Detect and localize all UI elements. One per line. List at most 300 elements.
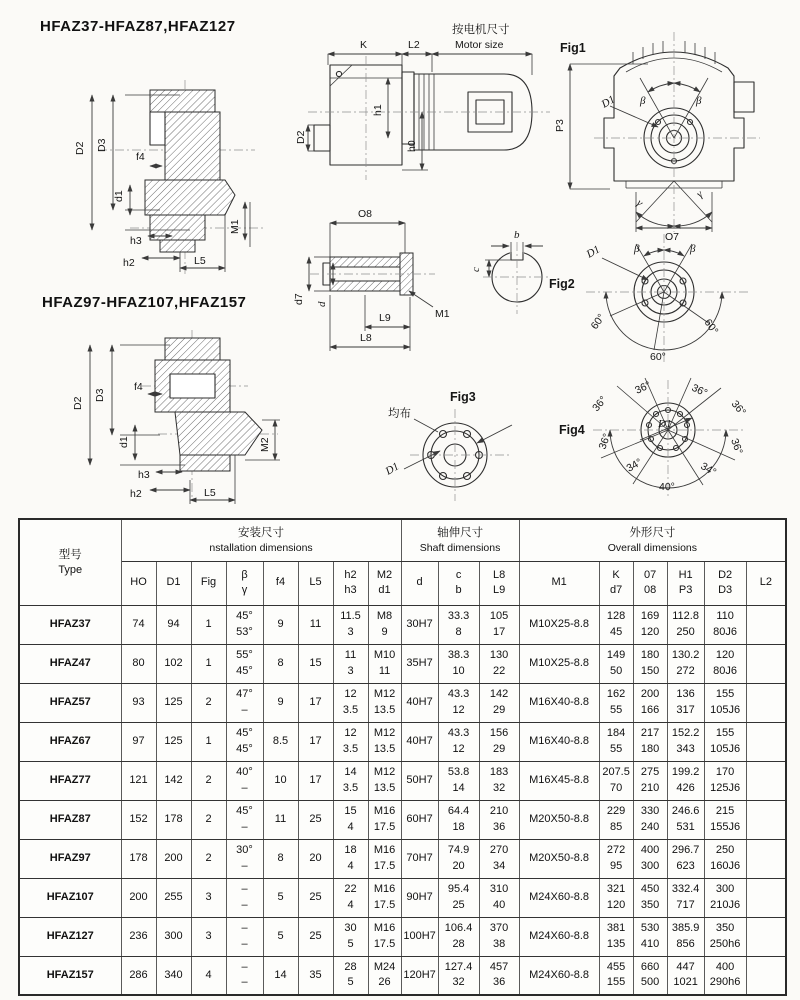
column-header: 07 08 xyxy=(633,561,667,605)
table-cell: 130 22 xyxy=(479,644,519,683)
table-cell: 20 xyxy=(298,839,333,878)
dim-label-d1-small: d1 xyxy=(113,190,125,202)
dim-label-d7: d7 xyxy=(293,293,305,305)
table-cell: 17 xyxy=(298,683,333,722)
angle-label-60-left: 60° xyxy=(588,311,608,332)
table-cell: 127.4 32 xyxy=(438,956,479,995)
fig2-bolt-pattern xyxy=(572,230,800,390)
table-cell: 17 xyxy=(298,722,333,761)
table-cell: 47° – xyxy=(226,683,263,722)
table-cell: 70H7 xyxy=(401,839,438,878)
table-cell: M12 13.5 xyxy=(368,683,401,722)
drawing-geometry xyxy=(483,242,551,314)
table-cell: 11 xyxy=(298,605,333,644)
table-row xyxy=(19,800,786,839)
column-header: D1 xyxy=(156,561,191,605)
series-title-2: HFAZ97-HFAZ107,HFAZ157 xyxy=(42,294,247,311)
dim-label-l5: L5 xyxy=(204,487,216,499)
table-cell: 53.8 14 xyxy=(438,761,479,800)
fig4-bolt-pattern xyxy=(545,378,800,513)
table-cell: 321 120 xyxy=(599,878,633,917)
table-cell: 120 80J6 xyxy=(704,644,746,683)
table-cell: 272 95 xyxy=(599,839,633,878)
table-cell: 162 55 xyxy=(599,683,633,722)
table-cell: M16X45-8.8 xyxy=(519,761,599,800)
column-header: M2 d1 xyxy=(368,561,401,605)
table-cell: 332.4 717 xyxy=(667,878,704,917)
group-overall-en: Overall dimensions xyxy=(607,541,698,554)
table-cell: 450 350 xyxy=(633,878,667,917)
table-cell: 169 120 xyxy=(633,605,667,644)
table-cell: 350 250h6 xyxy=(704,917,746,956)
column-header: L5 xyxy=(298,561,333,605)
fig4-label: Fig4 xyxy=(559,423,585,437)
model-name: HFAZ107 xyxy=(19,878,121,917)
table-cell: 43.3 12 xyxy=(438,683,479,722)
table-cell: 30H7 xyxy=(401,605,438,644)
table-cell: 102 xyxy=(156,644,191,683)
table-cell: 125 xyxy=(156,683,191,722)
shaft-cross-section xyxy=(455,222,575,322)
table-cell: M16 17.5 xyxy=(368,917,401,956)
dim-label-d2: D2 xyxy=(295,130,307,144)
dim-label-d1-small: d1 xyxy=(118,436,130,448)
angle-label-36-top-right: 36° xyxy=(689,381,710,400)
dim-label-d1: D1 xyxy=(599,93,618,111)
table-cell: 3 xyxy=(191,917,226,956)
table-cell: 38.3 10 xyxy=(438,644,479,683)
angle-label-34-right: 34° xyxy=(698,460,719,479)
table-cell: 40H7 xyxy=(401,722,438,761)
model-name: HFAZ67 xyxy=(19,722,121,761)
table-cell: 110 80J6 xyxy=(704,605,746,644)
table-cell: 152 xyxy=(121,800,156,839)
drawing-geometry xyxy=(90,330,280,504)
table-cell: 95.4 25 xyxy=(438,878,479,917)
motor-side-view xyxy=(295,20,555,195)
table-cell: 200 166 xyxy=(633,683,667,722)
dim-label-h2: h2 xyxy=(130,488,142,500)
table-cell: 155 105J6 xyxy=(704,722,746,761)
motor-size-note-en: Motor size xyxy=(455,39,504,51)
table-cell: 2 xyxy=(191,839,226,878)
dim-label-l8: L8 xyxy=(360,332,372,344)
dim-label-d1: D1 xyxy=(584,243,603,261)
table-cell xyxy=(746,839,786,878)
table-cell: 1 xyxy=(191,605,226,644)
table-cell xyxy=(746,644,786,683)
table-cell: 5 xyxy=(263,878,298,917)
table-cell: 2 xyxy=(191,683,226,722)
table-cell: 60H7 xyxy=(401,800,438,839)
table-cell: 40° – xyxy=(226,761,263,800)
dim-label-h3: h3 xyxy=(138,469,150,481)
table-body xyxy=(19,605,786,995)
group-shaft-en: Shaft dimensions xyxy=(419,541,501,554)
angle-label-40-bottom: 40° xyxy=(659,481,675,493)
fig1-front-view xyxy=(548,26,800,241)
model-name: HFAZ77 xyxy=(19,761,121,800)
table-cell: 45° 53° xyxy=(226,605,263,644)
table-cell: 330 240 xyxy=(633,800,667,839)
fig1-label: Fig1 xyxy=(560,41,586,55)
dim-label-b: b xyxy=(514,229,520,241)
table-cell: 12 3.5 xyxy=(333,722,368,761)
angle-label-gamma-left: γ xyxy=(634,197,646,210)
dim-label-d1: D1 xyxy=(383,460,402,478)
dim-label-o8: O8 xyxy=(358,208,373,220)
table-cell: M24X60-8.8 xyxy=(519,956,599,995)
table-cell: 121 xyxy=(121,761,156,800)
drawing-geometry xyxy=(593,378,745,498)
section-view-1 xyxy=(30,62,300,292)
table-cell xyxy=(746,956,786,995)
section-view-2 xyxy=(30,330,300,515)
angle-label-beta-right: β xyxy=(690,243,696,255)
table-cell: 97 xyxy=(121,722,156,761)
table-cell: 14 3.5 xyxy=(333,761,368,800)
table-group-header-row xyxy=(19,519,786,561)
group-header-installation xyxy=(121,519,401,561)
drawing-geometry xyxy=(309,223,435,351)
table-row xyxy=(19,839,786,878)
angle-label-60-right: 60° xyxy=(701,316,721,337)
table-cell: 10 xyxy=(263,761,298,800)
angle-label-34-left: 34° xyxy=(624,456,645,475)
table-row xyxy=(19,917,786,956)
table-cell: 12 3.5 xyxy=(333,683,368,722)
table-cell: 207.5 70 xyxy=(599,761,633,800)
angle-label-36-outer-right: 36° xyxy=(728,398,749,419)
table-row xyxy=(19,956,786,995)
model-name: HFAZ87 xyxy=(19,800,121,839)
dim-label-d2: D2 xyxy=(72,396,84,410)
table-cell: M10X25-8.8 xyxy=(519,605,599,644)
column-header: D2 D3 xyxy=(704,561,746,605)
table-cell: 381 135 xyxy=(599,917,633,956)
angle-label-36-outer-left: 36° xyxy=(590,394,610,414)
dim-label-c: c xyxy=(470,267,482,272)
table-cell: 30 5 xyxy=(333,917,368,956)
drawing-geometry xyxy=(586,234,750,362)
angle-label-gamma-right: γ xyxy=(694,188,706,201)
table-cell: 90H7 xyxy=(401,878,438,917)
table-cell: 35H7 xyxy=(401,644,438,683)
table-cell xyxy=(746,722,786,761)
drawing-geometry xyxy=(308,54,550,180)
dim-label-m1: M1 xyxy=(435,308,450,320)
group-header-overall xyxy=(519,519,786,561)
table-cell: 25 xyxy=(298,878,333,917)
table-cell: 142 29 xyxy=(479,683,519,722)
table-cell: 286 xyxy=(121,956,156,995)
model-name: HFAZ37 xyxy=(19,605,121,644)
table-cell: 457 36 xyxy=(479,956,519,995)
table-cell: 149 50 xyxy=(599,644,633,683)
fig3-flange-view xyxy=(380,385,550,510)
dim-label-h3: h3 xyxy=(130,235,142,247)
table-row xyxy=(19,722,786,761)
table-cell: 660 500 xyxy=(633,956,667,995)
table-cell: 310 40 xyxy=(479,878,519,917)
table-cell: – – xyxy=(226,917,263,956)
dim-label-o7: O7 xyxy=(665,231,680,243)
table-cell: 33.3 8 xyxy=(438,605,479,644)
table-cell: 455 155 xyxy=(599,956,633,995)
table-cell: 125 xyxy=(156,722,191,761)
column-header: c b xyxy=(438,561,479,605)
motor-size-note-cn: 按电机尺寸 xyxy=(452,24,510,36)
type-header-en: Type xyxy=(58,563,83,576)
table-cell: 170 125J6 xyxy=(704,761,746,800)
angle-label-36-mid-right: 36° xyxy=(728,436,745,456)
type-column-header xyxy=(19,519,121,605)
table-cell: 120H7 xyxy=(401,956,438,995)
table-cell: 400 300 xyxy=(633,839,667,878)
table-cell: 94 xyxy=(156,605,191,644)
dim-label-d1: D1 xyxy=(658,418,672,430)
table-cell: 530 410 xyxy=(633,917,667,956)
type-header-cn: 型号 xyxy=(58,548,82,561)
group-shaft-cn: 轴伸尺寸 xyxy=(437,526,484,539)
table-cell: 447 1021 xyxy=(667,956,704,995)
drawing-geometry xyxy=(570,32,760,232)
fig2-label: Fig2 xyxy=(549,277,575,291)
table-cell: 215 155J6 xyxy=(704,800,746,839)
dim-label-h2: h2 xyxy=(123,257,135,269)
column-header: L8 L9 xyxy=(479,561,519,605)
table-cell: 11.5 3 xyxy=(333,605,368,644)
table-cell: 184 55 xyxy=(599,722,633,761)
column-header: L2 xyxy=(746,561,786,605)
table-cell: 385.9 856 xyxy=(667,917,704,956)
table-cell: 178 xyxy=(121,839,156,878)
angle-label-60-bottom: 60° xyxy=(650,351,666,363)
table-cell: 8 xyxy=(263,644,298,683)
table-cell: 255 xyxy=(156,878,191,917)
table-cell: 15 4 xyxy=(333,800,368,839)
model-name: HFAZ157 xyxy=(19,956,121,995)
table-cell: 246.6 531 xyxy=(667,800,704,839)
table-cell: 340 xyxy=(156,956,191,995)
column-header: H1 P3 xyxy=(667,561,704,605)
group-installation-en: nstallation dimensions xyxy=(209,541,313,554)
table-cell: 106.4 28 xyxy=(438,917,479,956)
table-cell: 8 xyxy=(263,839,298,878)
table-cell: 152.2 343 xyxy=(667,722,704,761)
table-cell: 217 180 xyxy=(633,722,667,761)
drawing-geometry xyxy=(404,409,512,501)
column-header: f4 xyxy=(263,561,298,605)
table-cell: M24X60-8.8 xyxy=(519,878,599,917)
column-header: h2 h3 xyxy=(333,561,368,605)
table-cell: 130.2 272 xyxy=(667,644,704,683)
table-cell: 40H7 xyxy=(401,683,438,722)
series-title-1: HFAZ37-HFAZ87,HFAZ127 xyxy=(40,18,236,35)
table-cell: 8.5 xyxy=(263,722,298,761)
table-cell: 136 317 xyxy=(667,683,704,722)
table-cell: 9 xyxy=(263,683,298,722)
table-cell: 4 xyxy=(191,956,226,995)
angle-label-beta-right: β xyxy=(696,95,702,107)
dim-label-p3: P3 xyxy=(554,119,566,132)
dim-label-m2: M2 xyxy=(259,437,271,452)
table-cell: 275 210 xyxy=(633,761,667,800)
table-cell: 14 xyxy=(263,956,298,995)
table-row xyxy=(19,605,786,644)
table-cell: 128 45 xyxy=(599,605,633,644)
table-cell: 35 xyxy=(298,956,333,995)
table-cell: 50H7 xyxy=(401,761,438,800)
table-cell: 28 5 xyxy=(333,956,368,995)
table-cell: 45° 45° xyxy=(226,722,263,761)
evenly-distributed-label: 均布 xyxy=(388,408,411,420)
table-row xyxy=(19,878,786,917)
model-name: HFAZ57 xyxy=(19,683,121,722)
table-cell: 370 38 xyxy=(479,917,519,956)
column-header: d xyxy=(401,561,438,605)
table-cell: 74 xyxy=(121,605,156,644)
table-cell: 43.3 12 xyxy=(438,722,479,761)
table-cell: 250 160J6 xyxy=(704,839,746,878)
table-cell xyxy=(746,683,786,722)
table-cell: 15 xyxy=(298,644,333,683)
table-cell: 1 xyxy=(191,644,226,683)
column-header: M1 xyxy=(519,561,599,605)
column-header: Fig xyxy=(191,561,226,605)
table-cell: 270 34 xyxy=(479,839,519,878)
dim-label-d: d xyxy=(316,301,328,307)
table-cell: 64.4 18 xyxy=(438,800,479,839)
table-cell: 25 xyxy=(298,800,333,839)
table-cell: 300 xyxy=(156,917,191,956)
table-cell: 183 32 xyxy=(479,761,519,800)
table-cell: 200 xyxy=(156,839,191,878)
table-cell: M12 13.5 xyxy=(368,722,401,761)
dim-label-m1: M1 xyxy=(229,219,241,234)
shaft-detail-view xyxy=(295,205,475,365)
table-cell xyxy=(746,761,786,800)
table-cell: 112.8 250 xyxy=(667,605,704,644)
dim-label-d3: D3 xyxy=(94,388,106,402)
table-row xyxy=(19,644,786,683)
table-cell: M12 13.5 xyxy=(368,761,401,800)
table-cell: 2 xyxy=(191,800,226,839)
model-name: HFAZ97 xyxy=(19,839,121,878)
group-header-shaft xyxy=(401,519,519,561)
table-cell: 229 85 xyxy=(599,800,633,839)
table-cell: M10 11 xyxy=(368,644,401,683)
table-cell: 200 xyxy=(121,878,156,917)
table-cell: 180 150 xyxy=(633,644,667,683)
dim-label-d2-big: D2 xyxy=(74,141,86,155)
table-cell: M20X50-8.8 xyxy=(519,839,599,878)
angle-label-36-top-left: 36° xyxy=(633,379,653,397)
table-cell xyxy=(746,800,786,839)
table-cell: – – xyxy=(226,956,263,995)
table-cell: 9 xyxy=(263,605,298,644)
table-cell: 156 29 xyxy=(479,722,519,761)
table-cell xyxy=(746,878,786,917)
model-name: HFAZ127 xyxy=(19,917,121,956)
table-cell: 11 xyxy=(263,800,298,839)
table-cell: 93 xyxy=(121,683,156,722)
dim-label-d3-2: D3 xyxy=(96,138,108,152)
table-cell: 300 210J6 xyxy=(704,878,746,917)
table-cell: – – xyxy=(226,878,263,917)
table-row xyxy=(19,683,786,722)
table-cell: 18 4 xyxy=(333,839,368,878)
table-cell: 30° – xyxy=(226,839,263,878)
table-cell: 17 xyxy=(298,761,333,800)
table-cell: 155 105J6 xyxy=(704,683,746,722)
table-cell: 11 3 xyxy=(333,644,368,683)
table-cell: 105 17 xyxy=(479,605,519,644)
column-header: HO xyxy=(121,561,156,605)
table-cell: 296.7 623 xyxy=(667,839,704,878)
table-cell: 178 xyxy=(156,800,191,839)
table-cell: M16 17.5 xyxy=(368,839,401,878)
dim-label-f4: f4 xyxy=(134,381,143,393)
table-cell: 2 xyxy=(191,761,226,800)
table-cell: 400 290h6 xyxy=(704,956,746,995)
model-name: HFAZ47 xyxy=(19,644,121,683)
table-cell: 55° 45° xyxy=(226,644,263,683)
table-cell: M16 17.5 xyxy=(368,800,401,839)
dim-label-l9: L9 xyxy=(379,312,391,324)
fig3-label: Fig3 xyxy=(450,390,476,404)
table-cell: 1 xyxy=(191,722,226,761)
table-cell: M10X25-8.8 xyxy=(519,644,599,683)
dimension-table xyxy=(18,518,787,996)
angle-label-beta-left: β xyxy=(640,95,646,107)
angle-label-36-mid-left: 36° xyxy=(596,431,614,452)
table-cell: 210 36 xyxy=(479,800,519,839)
dim-label-k: K xyxy=(360,39,368,51)
table-cell: 199.2 426 xyxy=(667,761,704,800)
dim-label-h0: h0 xyxy=(406,140,418,152)
group-installation-cn: 安装尺寸 xyxy=(238,526,285,539)
table-cell: M16X40-8.8 xyxy=(519,683,599,722)
table-cell: 45° – xyxy=(226,800,263,839)
table-cell xyxy=(746,917,786,956)
column-header: K d7 xyxy=(599,561,633,605)
table-cell: 236 xyxy=(121,917,156,956)
table-cell: M8 9 xyxy=(368,605,401,644)
dim-label-f4: f4 xyxy=(136,151,145,163)
column-header: β γ xyxy=(226,561,263,605)
group-overall-cn: 外形尺寸 xyxy=(629,526,676,539)
table-cell: 22 4 xyxy=(333,878,368,917)
table-cell: M20X50-8.8 xyxy=(519,800,599,839)
table-cell: M24X60-8.8 xyxy=(519,917,599,956)
table-cell: 100H7 xyxy=(401,917,438,956)
table-cell xyxy=(746,605,786,644)
table-cell: M16 17.5 xyxy=(368,878,401,917)
dim-label-l5: L5 xyxy=(194,255,206,267)
table-cell: M24 26 xyxy=(368,956,401,995)
table-row xyxy=(19,761,786,800)
table-cell: 74.9 20 xyxy=(438,839,479,878)
dim-label-h1: h1 xyxy=(372,104,384,116)
table-subheader-row xyxy=(19,561,786,605)
table-cell: 3 xyxy=(191,878,226,917)
angle-label-beta-left: β xyxy=(634,243,640,255)
table-cell: 5 xyxy=(263,917,298,956)
table-cell: 142 xyxy=(156,761,191,800)
table-cell: 80 xyxy=(121,644,156,683)
table-cell: 25 xyxy=(298,917,333,956)
